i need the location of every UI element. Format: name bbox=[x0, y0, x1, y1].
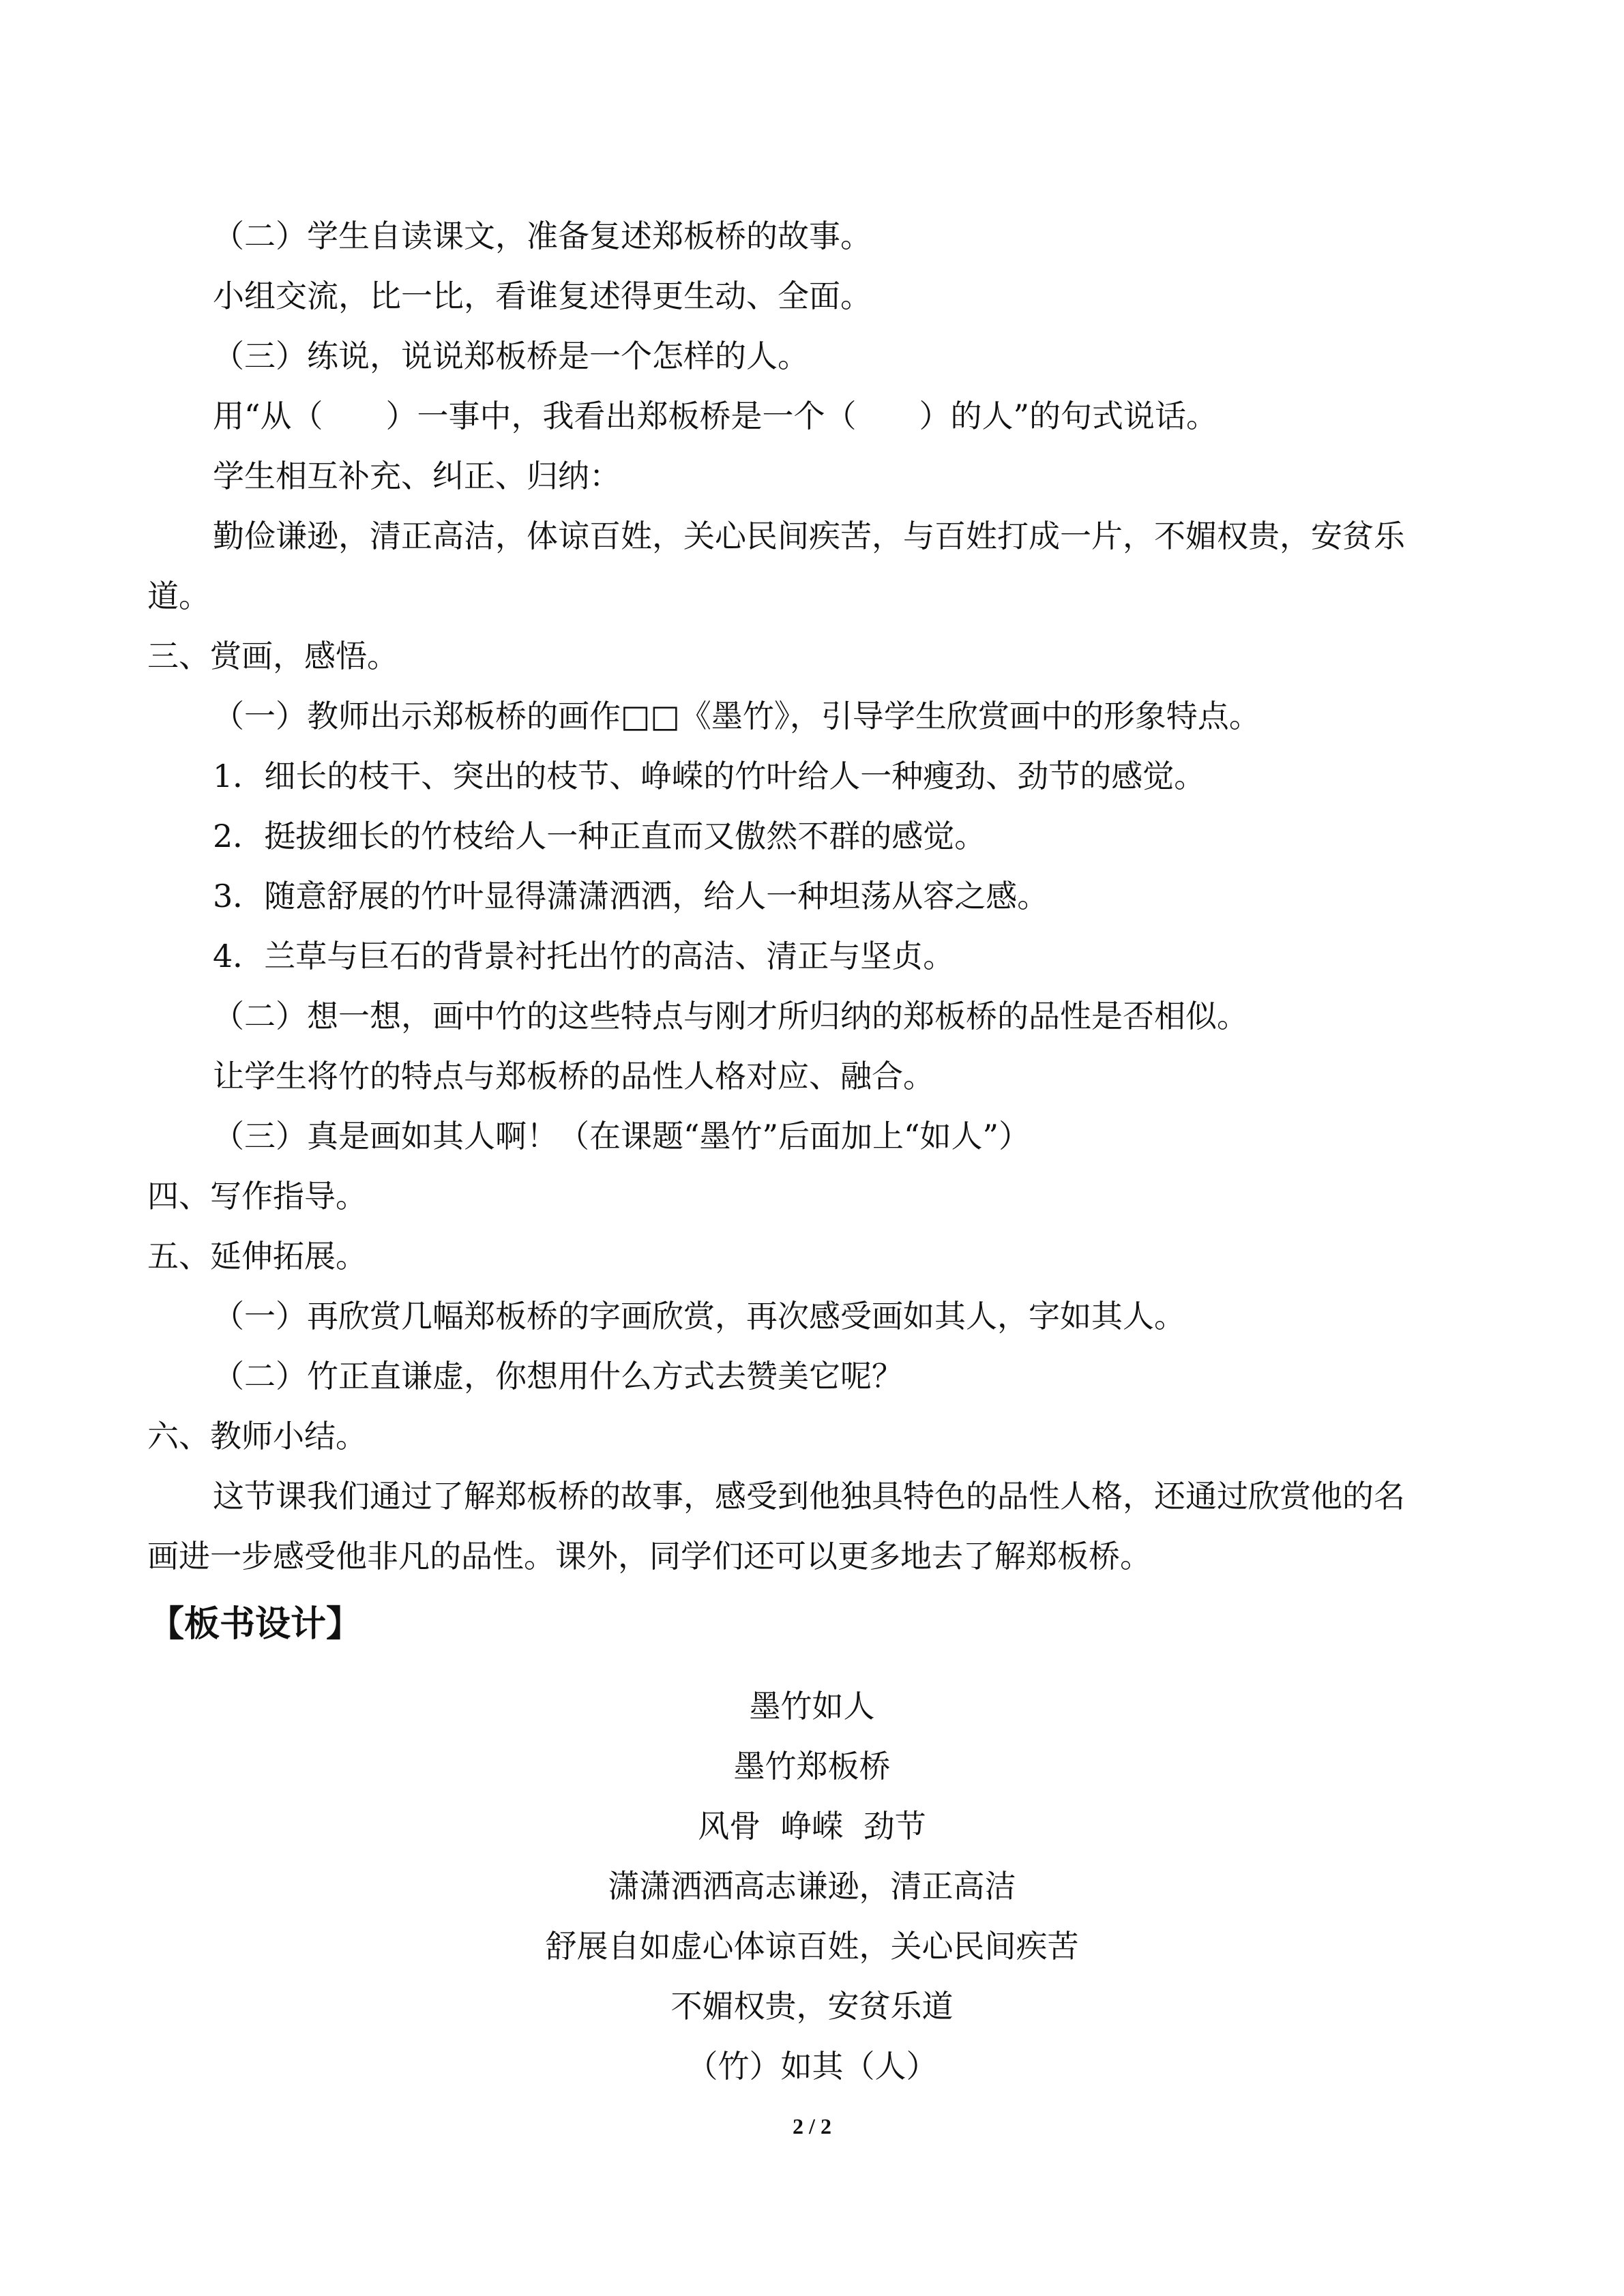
paragraph-student-self-reading: （二）学生自读课文，准备复述郑板桥的故事。 bbox=[213, 218, 872, 254]
section-title-appreciate-painting: 三、赏画，感悟。 bbox=[147, 638, 398, 674]
paragraph-think: （二）想一想，画中竹的这些特点与刚才所归纳的郑板桥的品性是否相似。 bbox=[213, 998, 1248, 1034]
board-design-heading: 【板书设计】 bbox=[149, 1604, 362, 1645]
paragraph-character-traits-line1: 勤俭谦逊，清正高洁，体谅百姓，关心民间疾苦，与百姓打成一片，不媚权贵，安贫乐 bbox=[213, 518, 1405, 554]
board-line-title: 墨竹如人 bbox=[749, 1688, 875, 1725]
list-item-1: 1．细长的枝干、突出的枝节、峥嵘的竹叶给人一种瘦劲、劲节的感觉。 bbox=[213, 758, 1206, 794]
paragraph-summary-line1: 这节课我们通过了解郑板桥的故事，感受到他独具特色的品性人格，还通过欣赏他的名 bbox=[213, 1478, 1405, 1515]
paragraph-correspond: 让学生将竹的特点与郑板桥的品性人格对应、融合。 bbox=[213, 1058, 934, 1094]
list-item-4: 4．兰草与巨石的背景衬托出竹的高洁、清正与坚贞。 bbox=[213, 938, 955, 974]
paragraph-show-painting: （一）教师出示郑板桥的画作□□《墨竹》，引导学生欣赏画中的形象特点。 bbox=[213, 698, 1260, 734]
board-line-4: 潇潇洒洒高志谦逊，清正高洁 bbox=[608, 1868, 1016, 1905]
paragraph-praise-bamboo: （二）竹正直谦虚，你想用什么方式去赞美它呢？ bbox=[213, 1358, 903, 1395]
paragraph-practice-speaking: （三）练说，说说郑板桥是一个怎样的人。 bbox=[213, 338, 809, 374]
board-line-5: 舒展自如虚心体谅百姓，关心民间疾苦 bbox=[545, 1928, 1079, 1965]
paragraph-summarize: 学生相互补充、纠正、归纳： bbox=[213, 458, 621, 494]
page-number: 2 / 2 bbox=[793, 2114, 831, 2138]
board-line-7: （竹）如其（人） bbox=[686, 2048, 938, 2085]
paragraph-appreciate-more: （一）再欣赏几幅郑板桥的字画欣赏，再次感受画如其人，字如其人。 bbox=[213, 1298, 1185, 1335]
list-item-3: 3．随意舒展的竹叶显得潇潇洒洒，给人一种坦荡从容之感。 bbox=[213, 878, 1049, 914]
paragraph-sentence-pattern: 用“从（ ）一事中，我看出郑板桥是一个（ ）的人”的句式说话。 bbox=[213, 398, 1218, 434]
section-title-writing-guidance: 四、写作指导。 bbox=[147, 1178, 367, 1214]
paragraph-painting-like-person: （三）真是画如其人啊！（在课题“墨竹”后面加上“如人”） bbox=[213, 1118, 1031, 1154]
board-line-6: 不媚权贵，安贫乐道 bbox=[670, 1988, 954, 2025]
list-item-2: 2．挺拔细长的竹枝给人一种正直而又傲然不群的感觉。 bbox=[213, 818, 986, 854]
section-title-extension: 五、延伸拓展。 bbox=[147, 1238, 367, 1274]
section-title-teacher-summary: 六、教师小结。 bbox=[147, 1418, 367, 1455]
board-line-3: 风骨 峥嵘 劲节 bbox=[698, 1808, 926, 1845]
paragraph-summary-line2: 画进一步感受他非凡的品性。课外，同学们还可以更多地去了解郑板桥。 bbox=[147, 1538, 1151, 1575]
paragraph-group-exchange: 小组交流，比一比，看谁复述得更生动、全面。 bbox=[213, 278, 872, 314]
board-line-2: 墨竹郑板桥 bbox=[733, 1748, 891, 1785]
paragraph-character-traits-line2: 道。 bbox=[147, 578, 210, 614]
